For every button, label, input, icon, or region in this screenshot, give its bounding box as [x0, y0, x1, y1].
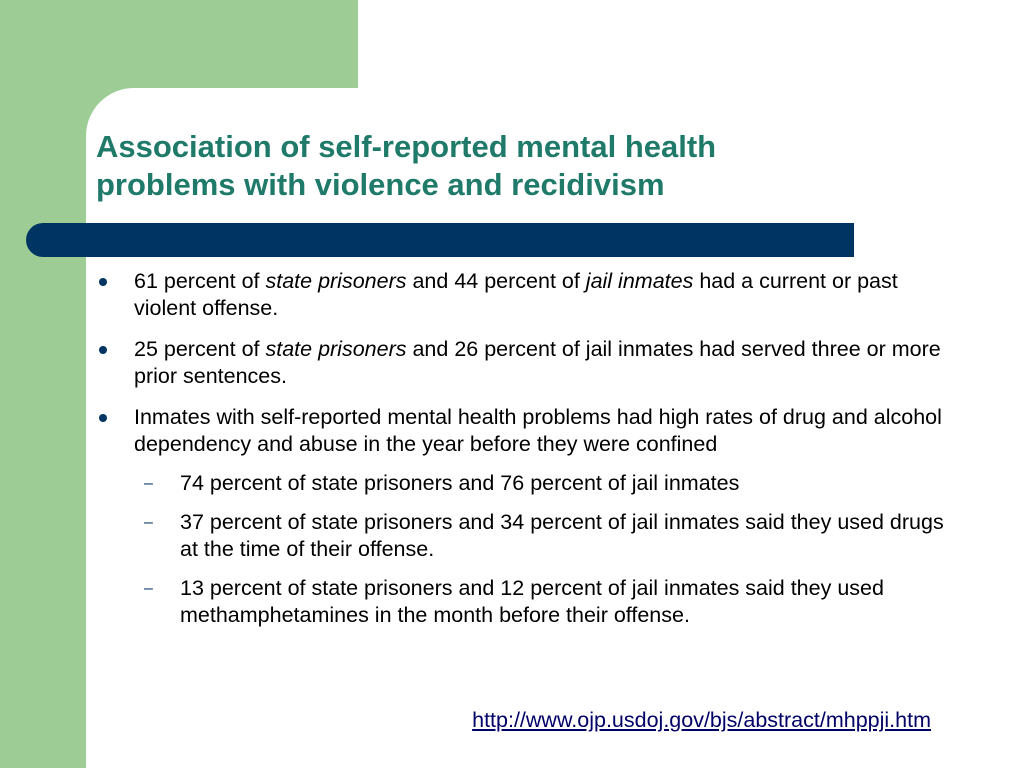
sub-bullet-list — [134, 470, 956, 629]
sub-bullet-item-3 — [96, 575, 956, 629]
white-top-band — [358, 0, 1024, 88]
bullet-item-2 — [96, 336, 956, 390]
dash-icon: – — [144, 580, 153, 597]
bullet-text-italic: jail inmates — [585, 269, 694, 293]
bullet-dot-icon — [99, 414, 107, 422]
title-divider-bar — [26, 223, 854, 257]
bullet-text-part: 25 percent of — [134, 337, 266, 361]
slide-title — [96, 128, 896, 204]
title-line-1: Association of self-reported mental health — [96, 129, 717, 164]
bullet-list — [96, 268, 956, 643]
bullet-text-part: had a current or past violent offense. — [134, 269, 898, 320]
bullet-item-3 — [96, 404, 956, 629]
bullet-text: Inmates with self-reported mental health problems had high rates of drug and alcohol dependency and abuse in the year before they were confined — [134, 405, 942, 456]
sub-bullet-item-1 — [96, 470, 956, 497]
dash-icon: – — [144, 514, 153, 531]
source-link[interactable]: http://www.ojp.usdoj.gov/bjs/abstract/mhppji.htm — [472, 708, 931, 732]
bullet-text-part: 61 percent of — [134, 269, 266, 293]
title-line-2: problems with violence and recidivism — [96, 167, 665, 202]
sub-bullet-item-2 — [96, 509, 956, 563]
sub-bullet-text: 74 percent of state prisoners and 76 percent of jail inmates — [180, 471, 740, 495]
sub-bullet-text: 37 percent of state prisoners and 34 percent of jail inmates said they used drugs at the time of their offense. — [180, 510, 944, 561]
bullet-dot-icon — [99, 278, 107, 286]
bullet-item-1 — [96, 268, 956, 322]
bullet-text-part: and 26 percent of jail inmates had served three or more prior sentences. — [134, 337, 941, 388]
bullet-text-part: and 44 percent of — [406, 269, 586, 293]
dash-icon: – — [144, 475, 153, 492]
bullet-text-italic: state prisoners — [265, 269, 407, 293]
bullet-dot-icon — [99, 346, 107, 354]
sub-bullet-text: 13 percent of state prisoners and 12 percent of jail inmates said they used methamphetamines in the month before their offense. — [180, 576, 884, 627]
bullet-text-italic: state prisoners — [265, 337, 407, 361]
